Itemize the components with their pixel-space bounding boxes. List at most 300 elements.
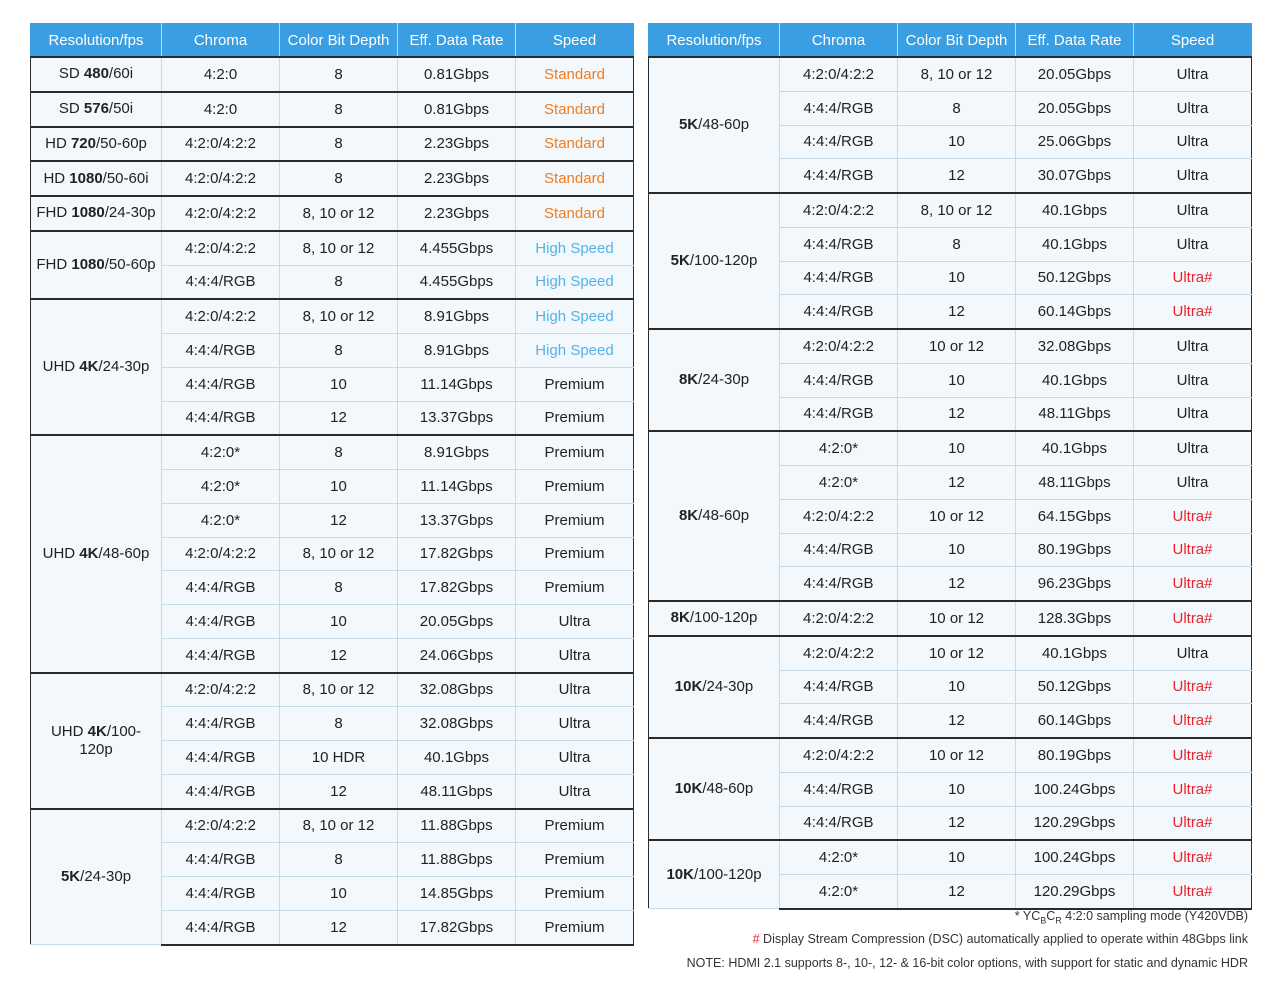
- cell-bit-depth: 10: [898, 533, 1016, 567]
- header-chroma: Chroma: [780, 24, 898, 58]
- cell-bit-depth: 8, 10 or 12: [898, 57, 1016, 91]
- footnote-text: C: [1046, 909, 1056, 923]
- cell-speed: Ultra: [1134, 466, 1252, 500]
- cell-chroma: 4:4:4/RGB: [162, 707, 280, 741]
- cell-bit-depth: 10: [898, 261, 1016, 295]
- cell-chroma: 4:2:0*: [780, 875, 898, 909]
- cell-chroma: 4:2:0/4:2:2: [162, 673, 280, 707]
- resolution-part: /24-30p: [104, 204, 156, 222]
- cell-data-rate: 96.23Gbps: [1016, 567, 1134, 601]
- cell-bit-depth: 10: [280, 605, 398, 639]
- cell-speed: Premium: [516, 367, 634, 401]
- cell-data-rate: 14.85Gbps: [398, 877, 516, 911]
- cell-speed: Premium: [516, 537, 634, 571]
- table-body: [649, 57, 1252, 909]
- resolution-part: /48-60p: [98, 544, 150, 562]
- cell-chroma: 4:4:4/RGB: [780, 227, 898, 261]
- cell-bit-depth: 12: [898, 466, 1016, 500]
- cell-bit-depth: 10 or 12: [898, 738, 1016, 772]
- cell-data-rate: 60.14Gbps: [1016, 704, 1134, 738]
- resolution-part: 480: [83, 65, 109, 83]
- cell-speed: Ultra#: [1134, 875, 1252, 909]
- cell-speed: High Speed: [516, 231, 634, 265]
- table-row: [31, 435, 634, 469]
- cell-data-rate: 17.82Gbps: [398, 910, 516, 944]
- cell-speed: Premium: [516, 809, 634, 843]
- cell-data-rate: 8.91Gbps: [398, 334, 516, 368]
- cell-chroma: 4:4:4/RGB: [780, 704, 898, 738]
- cell-speed: Ultra: [516, 741, 634, 775]
- cell-chroma: 4:4:4/RGB: [780, 806, 898, 840]
- resolution-part: /100-120p: [689, 609, 758, 627]
- cell-bit-depth: 8, 10 or 12: [280, 809, 398, 843]
- cell-speed: Ultra: [516, 638, 634, 672]
- cell-chroma: 4:2:0/4:2:2: [162, 231, 280, 265]
- table-row: [31, 809, 634, 843]
- cell-resolution: [649, 601, 780, 636]
- cell-chroma: 4:4:4/RGB: [162, 605, 280, 639]
- resolution-part: /48-60p: [698, 507, 750, 525]
- cell-data-rate: 13.37Gbps: [398, 401, 516, 435]
- cell-speed: High Speed: [516, 334, 634, 368]
- header-resolution: Resolution/fps: [31, 24, 162, 58]
- table-row: [31, 231, 634, 265]
- cell-data-rate: 0.81Gbps: [398, 57, 516, 92]
- cell-resolution: [31, 196, 162, 231]
- resolution-part: 10K: [674, 677, 703, 695]
- cell-bit-depth: 12: [898, 567, 1016, 601]
- cell-chroma: 4:2:0*: [780, 466, 898, 500]
- cell-chroma: 4:4:4/RGB: [780, 91, 898, 125]
- cell-chroma: 4:4:4/RGB: [162, 401, 280, 435]
- cell-chroma: 4:4:4/RGB: [780, 295, 898, 329]
- cell-data-rate: 32.08Gbps: [398, 673, 516, 707]
- cell-data-rate: 48.11Gbps: [1016, 466, 1134, 500]
- resolution-part: /50i: [108, 100, 134, 118]
- cell-chroma: 4:4:4/RGB: [162, 265, 280, 299]
- cell-resolution: [31, 673, 162, 809]
- cell-bit-depth: 10 HDR: [280, 741, 398, 775]
- cell-bit-depth: 12: [898, 704, 1016, 738]
- cell-speed: Premium: [516, 470, 634, 504]
- cell-data-rate: 40.1Gbps: [1016, 227, 1134, 261]
- cell-data-rate: 50.12Gbps: [1016, 670, 1134, 704]
- cell-speed: Premium: [516, 877, 634, 911]
- cell-data-rate: 20.05Gbps: [1016, 57, 1134, 91]
- cell-bit-depth: 12: [280, 910, 398, 944]
- footnote-hdmi-note: NOTE: HDMI 2.1 supports 8-, 10-, 12- & 16-bit color options, with support for static and dynamic HDR: [686, 956, 1248, 970]
- cell-resolution: [31, 231, 162, 300]
- cell-data-rate: 20.05Gbps: [1016, 91, 1134, 125]
- footnote-text: * YC: [1014, 909, 1041, 923]
- cell-data-rate: 50.12Gbps: [1016, 261, 1134, 295]
- header-data-rate: Eff. Data Rate: [1016, 24, 1134, 58]
- cell-speed: Ultra#: [1134, 806, 1252, 840]
- cell-data-rate: 32.08Gbps: [398, 707, 516, 741]
- cell-bit-depth: 8: [280, 571, 398, 605]
- cell-speed: Ultra: [1134, 363, 1252, 397]
- resolution-part: FHD: [36, 256, 72, 273]
- header-bit-depth: Color Bit Depth: [280, 24, 398, 58]
- resolution-part: 4K: [87, 722, 107, 740]
- cell-chroma: 4:4:4/RGB: [780, 125, 898, 159]
- cell-chroma: 4:4:4/RGB: [780, 261, 898, 295]
- cell-speed: Ultra#: [1134, 738, 1252, 772]
- resolution-part: 4K: [79, 544, 99, 562]
- cell-bit-depth: 10: [898, 840, 1016, 874]
- cell-bit-depth: 10: [280, 367, 398, 401]
- cell-data-rate: 40.1Gbps: [398, 741, 516, 775]
- resolution-part: /50-60p: [104, 256, 156, 273]
- table-row: [31, 673, 634, 707]
- cell-bit-depth: 10: [898, 670, 1016, 704]
- footnote-subscript: B: [1040, 915, 1047, 926]
- cell-resolution: [31, 161, 162, 196]
- cell-speed: Ultra: [1134, 193, 1252, 227]
- resolution-part: 576: [83, 100, 109, 118]
- table-row: [649, 329, 1252, 363]
- cell-chroma: 4:4:4/RGB: [162, 571, 280, 605]
- cell-chroma: 4:2:0*: [780, 431, 898, 465]
- resolution-part: /50-60i: [102, 169, 149, 187]
- resolution-part: /24-30p: [702, 677, 754, 695]
- footnote-dsc: [753, 932, 1248, 946]
- table-row: [649, 431, 1252, 465]
- cell-chroma: 4:4:4/RGB: [162, 843, 280, 877]
- cell-data-rate: 48.11Gbps: [1016, 397, 1134, 431]
- header-chroma: Chroma: [162, 24, 280, 58]
- cell-speed: Ultra: [1134, 227, 1252, 261]
- cell-chroma: 4:4:4/RGB: [162, 877, 280, 911]
- cell-bit-depth: 12: [280, 638, 398, 672]
- cell-data-rate: 100.24Gbps: [1016, 840, 1134, 874]
- cell-bit-depth: 10: [898, 772, 1016, 806]
- cell-data-rate: 80.19Gbps: [1016, 533, 1134, 567]
- cell-bit-depth: 12: [898, 397, 1016, 431]
- cell-data-rate: 11.88Gbps: [398, 809, 516, 843]
- resolution-part: /24-30p: [80, 867, 132, 885]
- resolution-part: /24-30p: [98, 358, 150, 376]
- cell-bit-depth: 8: [898, 91, 1016, 125]
- header-data-rate: Eff. Data Rate: [398, 24, 516, 58]
- cell-data-rate: 8.91Gbps: [398, 435, 516, 469]
- cell-bit-depth: 8: [898, 227, 1016, 261]
- table-row: [31, 127, 634, 162]
- header-row: [649, 24, 1252, 58]
- cell-data-rate: 40.1Gbps: [1016, 363, 1134, 397]
- cell-bit-depth: 12: [280, 401, 398, 435]
- cell-data-rate: 128.3Gbps: [1016, 601, 1134, 636]
- cell-data-rate: 48.11Gbps: [398, 774, 516, 808]
- table-body: [31, 57, 634, 945]
- resolution-part: 8K: [670, 609, 690, 627]
- cell-chroma: 4:4:4/RGB: [162, 910, 280, 944]
- cell-speed: Premium: [516, 435, 634, 469]
- resolution-part: 10K: [666, 865, 694, 883]
- cell-data-rate: 64.15Gbps: [1016, 499, 1134, 533]
- cell-speed: Ultra: [1134, 91, 1252, 125]
- cell-bit-depth: 12: [898, 806, 1016, 840]
- resolution-spec-table-right: [648, 23, 1252, 910]
- cell-bit-depth: 10: [898, 363, 1016, 397]
- cell-speed: Ultra#: [1134, 772, 1252, 806]
- cell-bit-depth: 10: [898, 431, 1016, 465]
- cell-chroma: 4:2:0/4:2:2: [162, 196, 280, 231]
- resolution-part: 1080: [69, 169, 103, 187]
- cell-speed: Ultra#: [1134, 670, 1252, 704]
- cell-data-rate: 30.07Gbps: [1016, 159, 1134, 193]
- cell-data-rate: 2.23Gbps: [398, 127, 516, 162]
- resolution-part: 720: [70, 134, 96, 152]
- cell-chroma: 4:2:0: [162, 57, 280, 92]
- cell-chroma: 4:2:0/4:2:2: [162, 299, 280, 333]
- cell-bit-depth: 10 or 12: [898, 499, 1016, 533]
- resolution-part: HD: [43, 169, 70, 187]
- cell-bit-depth: 8: [280, 127, 398, 162]
- cell-bit-depth: 8: [280, 92, 398, 127]
- cell-bit-depth: 12: [898, 295, 1016, 329]
- table-row: [649, 636, 1252, 670]
- cell-chroma: 4:4:4/RGB: [162, 774, 280, 808]
- resolution-part: /50-60p: [96, 134, 147, 152]
- cell-data-rate: 2.23Gbps: [398, 161, 516, 196]
- cell-chroma: 4:4:4/RGB: [162, 334, 280, 368]
- cell-bit-depth: 12: [898, 875, 1016, 909]
- cell-speed: Ultra#: [1134, 840, 1252, 874]
- footnote-chroma-sampling: [1015, 909, 1248, 926]
- resolution-part: /100-120p: [693, 865, 762, 883]
- cell-resolution: [649, 193, 780, 329]
- cell-bit-depth: 8, 10 or 12: [280, 196, 398, 231]
- cell-chroma: 4:4:4/RGB: [780, 159, 898, 193]
- table-row: [649, 840, 1252, 874]
- cell-speed: High Speed: [516, 265, 634, 299]
- resolution-part: SD: [58, 65, 84, 83]
- cell-chroma: 4:2:0*: [780, 840, 898, 874]
- cell-chroma: 4:4:4/RGB: [780, 533, 898, 567]
- cell-bit-depth: 8: [280, 265, 398, 299]
- cell-bit-depth: 8, 10 or 12: [280, 673, 398, 707]
- cell-resolution: [649, 840, 780, 909]
- cell-chroma: 4:4:4/RGB: [780, 772, 898, 806]
- cell-bit-depth: 8, 10 or 12: [280, 231, 398, 265]
- cell-resolution: [649, 636, 780, 738]
- cell-bit-depth: 8, 10 or 12: [898, 193, 1016, 227]
- table-row: [649, 193, 1252, 227]
- cell-data-rate: 40.1Gbps: [1016, 431, 1134, 465]
- cell-bit-depth: 12: [280, 503, 398, 537]
- cell-speed: Ultra#: [1134, 601, 1252, 636]
- resolution-part: /100-120p: [689, 252, 758, 269]
- cell-speed: Premium: [516, 571, 634, 605]
- resolution-part: FHD: [36, 204, 72, 222]
- resolution-part: /24-30p: [698, 371, 750, 389]
- cell-chroma: 4:2:0/4:2:2: [780, 193, 898, 227]
- resolution-part: 5K: [678, 116, 699, 133]
- cell-speed: Ultra: [1134, 397, 1252, 431]
- cell-chroma: 4:2:0/4:2:2: [162, 537, 280, 571]
- resolution-part: 8K: [678, 507, 699, 525]
- cell-speed: Ultra: [516, 673, 634, 707]
- header-bit-depth: Color Bit Depth: [898, 24, 1016, 58]
- cell-chroma: 4:2:0/4:2:2: [780, 57, 898, 91]
- hash-symbol: #: [752, 932, 760, 946]
- cell-resolution: [31, 127, 162, 162]
- table-row: [31, 299, 634, 333]
- cell-data-rate: 100.24Gbps: [1016, 772, 1134, 806]
- cell-chroma: 4:4:4/RGB: [780, 670, 898, 704]
- cell-resolution: [649, 329, 780, 431]
- cell-speed: Premium: [516, 843, 634, 877]
- cell-speed: High Speed: [516, 299, 634, 333]
- cell-chroma: 4:4:4/RGB: [162, 367, 280, 401]
- cell-speed: Ultra: [1134, 431, 1252, 465]
- cell-chroma: 4:2:0/4:2:2: [162, 161, 280, 196]
- resolution-part: /100-120p: [79, 722, 142, 758]
- cell-data-rate: 2.23Gbps: [398, 196, 516, 231]
- table-row: [31, 161, 634, 196]
- resolution-part: UHD: [50, 722, 88, 740]
- cell-data-rate: 4.455Gbps: [398, 265, 516, 299]
- cell-bit-depth: 8: [280, 707, 398, 741]
- cell-chroma: 4:2:0*: [162, 470, 280, 504]
- cell-speed: Standard: [516, 161, 634, 196]
- cell-data-rate: 120.29Gbps: [1016, 875, 1134, 909]
- cell-data-rate: 25.06Gbps: [1016, 125, 1134, 159]
- footnote-text: Display Stream Compression (DSC) automatically applied to operate within 48Gbps link: [759, 932, 1248, 946]
- cell-speed: Ultra#: [1134, 261, 1252, 295]
- cell-chroma: 4:4:4/RGB: [162, 638, 280, 672]
- cell-bit-depth: 8: [280, 334, 398, 368]
- cell-data-rate: 11.88Gbps: [398, 843, 516, 877]
- header-speed: Speed: [516, 24, 634, 58]
- resolution-part: SD: [58, 100, 84, 118]
- resolution-part: UHD: [42, 544, 80, 562]
- cell-resolution: [31, 809, 162, 945]
- cell-resolution: [649, 431, 780, 601]
- header-speed: Speed: [1134, 24, 1252, 58]
- cell-chroma: 4:2:0/4:2:2: [162, 809, 280, 843]
- cell-chroma: 4:4:4/RGB: [780, 567, 898, 601]
- resolution-part: UHD: [42, 358, 80, 376]
- cell-speed: Standard: [516, 92, 634, 127]
- table-row: [31, 57, 634, 92]
- footnote-text: 4:2:0 sampling mode (Y420VDB): [1061, 909, 1248, 923]
- cell-chroma: 4:2:0*: [162, 503, 280, 537]
- cell-data-rate: 4.455Gbps: [398, 231, 516, 265]
- cell-resolution: [649, 738, 780, 840]
- cell-speed: Ultra: [516, 774, 634, 808]
- cell-data-rate: 11.14Gbps: [398, 367, 516, 401]
- table-row: [649, 738, 1252, 772]
- cell-speed: Ultra#: [1134, 567, 1252, 601]
- cell-speed: Premium: [516, 503, 634, 537]
- cell-chroma: 4:4:4/RGB: [780, 363, 898, 397]
- table-row: [31, 92, 634, 127]
- header-resolution: Resolution/fps: [649, 24, 780, 58]
- cell-resolution: [31, 57, 162, 92]
- cell-resolution: [31, 92, 162, 127]
- cell-speed: Standard: [516, 127, 634, 162]
- cell-bit-depth: 8, 10 or 12: [280, 537, 398, 571]
- resolution-part: HD: [45, 134, 71, 152]
- cell-bit-depth: 12: [898, 159, 1016, 193]
- resolution-part: 4K: [79, 358, 99, 376]
- cell-bit-depth: 10 or 12: [898, 601, 1016, 636]
- cell-speed: Premium: [516, 910, 634, 944]
- cell-data-rate: 0.81Gbps: [398, 92, 516, 127]
- cell-speed: Ultra: [516, 707, 634, 741]
- cell-speed: Ultra: [1134, 636, 1252, 670]
- cell-data-rate: 20.05Gbps: [398, 605, 516, 639]
- cell-speed: Ultra: [1134, 329, 1252, 363]
- cell-data-rate: 60.14Gbps: [1016, 295, 1134, 329]
- cell-resolution: [31, 299, 162, 435]
- cell-bit-depth: 10 or 12: [898, 636, 1016, 670]
- cell-bit-depth: 8: [280, 435, 398, 469]
- cell-speed: Ultra#: [1134, 295, 1252, 329]
- cell-resolution: [31, 435, 162, 672]
- resolution-part: /48-60p: [698, 116, 750, 133]
- table-row: [649, 601, 1252, 636]
- resolution-spec-table-left: [30, 23, 634, 946]
- cell-data-rate: 120.29Gbps: [1016, 806, 1134, 840]
- cell-chroma: 4:2:0/4:2:2: [780, 738, 898, 772]
- cell-data-rate: 40.1Gbps: [1016, 636, 1134, 670]
- cell-speed: Standard: [516, 196, 634, 231]
- cell-data-rate: 13.37Gbps: [398, 503, 516, 537]
- resolution-part: 5K: [60, 867, 81, 885]
- cell-chroma: 4:2:0/4:2:2: [780, 601, 898, 636]
- table-row: [31, 196, 634, 231]
- cell-resolution: [649, 57, 780, 193]
- cell-speed: Ultra#: [1134, 499, 1252, 533]
- cell-speed: Ultra: [1134, 125, 1252, 159]
- cell-speed: Ultra#: [1134, 533, 1252, 567]
- cell-data-rate: 80.19Gbps: [1016, 738, 1134, 772]
- table-row: [649, 57, 1252, 91]
- cell-bit-depth: 8: [280, 57, 398, 92]
- resolution-part: 1080: [71, 204, 105, 222]
- cell-chroma: 4:4:4/RGB: [780, 397, 898, 431]
- cell-speed: Ultra#: [1134, 704, 1252, 738]
- cell-chroma: 4:2:0/4:2:2: [780, 636, 898, 670]
- cell-bit-depth: 8, 10 or 12: [280, 299, 398, 333]
- cell-bit-depth: 10: [280, 877, 398, 911]
- cell-bit-depth: 10: [898, 125, 1016, 159]
- cell-data-rate: 8.91Gbps: [398, 299, 516, 333]
- cell-data-rate: 17.82Gbps: [398, 571, 516, 605]
- cell-chroma: 4:4:4/RGB: [162, 741, 280, 775]
- cell-speed: Ultra: [1134, 159, 1252, 193]
- cell-data-rate: 32.08Gbps: [1016, 329, 1134, 363]
- cell-speed: Standard: [516, 57, 634, 92]
- cell-speed: Ultra: [516, 605, 634, 639]
- resolution-part: 10K: [674, 780, 703, 798]
- cell-bit-depth: 10 or 12: [898, 329, 1016, 363]
- cell-chroma: 4:2:0/4:2:2: [162, 127, 280, 162]
- cell-data-rate: 40.1Gbps: [1016, 193, 1134, 227]
- cell-bit-depth: 8: [280, 161, 398, 196]
- cell-chroma: 4:2:0/4:2:2: [780, 499, 898, 533]
- resolution-part: 8K: [678, 371, 699, 389]
- resolution-part: 5K: [670, 252, 690, 269]
- cell-data-rate: 11.14Gbps: [398, 470, 516, 504]
- resolution-part: 1080: [71, 256, 105, 273]
- cell-bit-depth: 8: [280, 843, 398, 877]
- cell-chroma: 4:2:0: [162, 92, 280, 127]
- cell-bit-depth: 10: [280, 470, 398, 504]
